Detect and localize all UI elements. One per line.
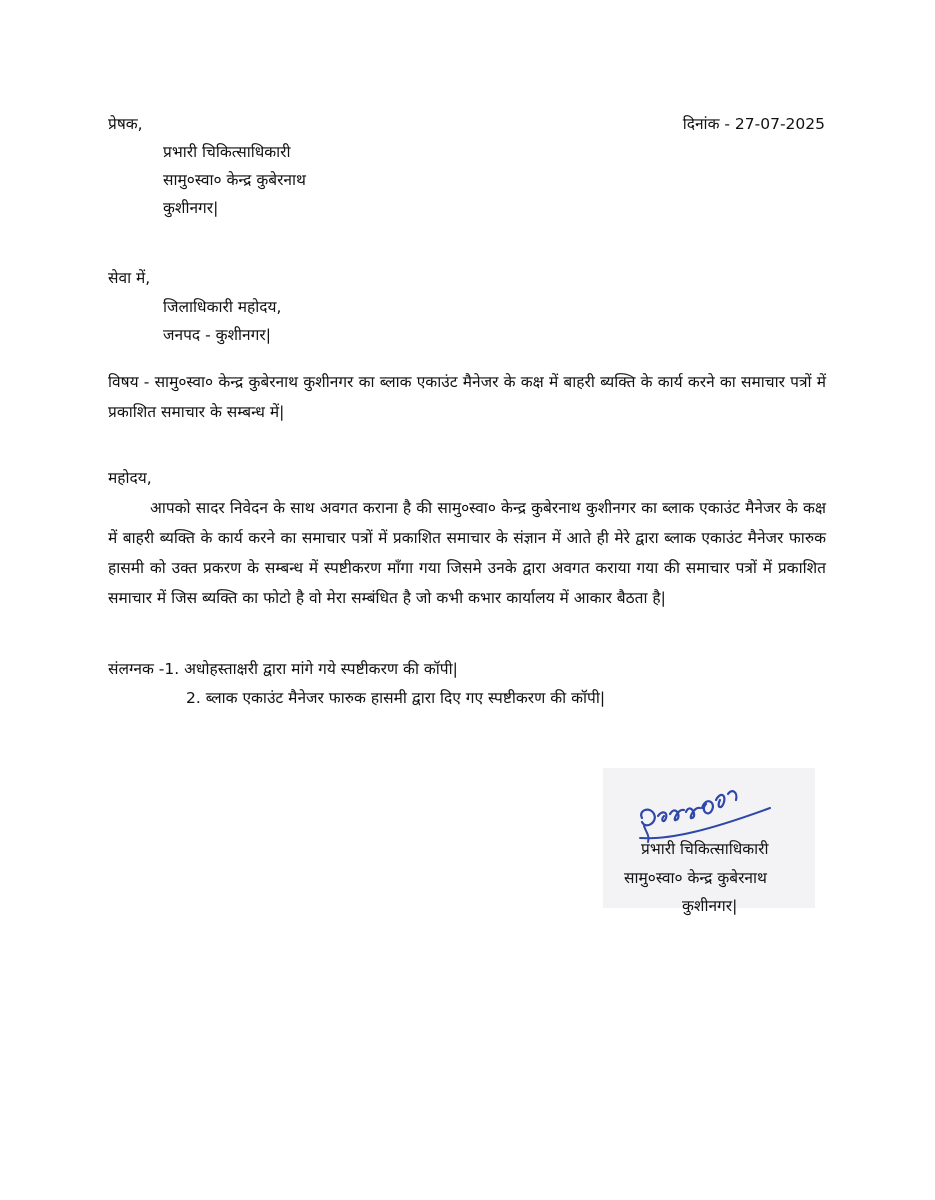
signatory-designation: प्रभारी चिकित्साधिकारी — [641, 840, 769, 858]
sender-designation: प्रभारी चिकित्साधिकारी — [163, 143, 291, 161]
letter-date: दिनांक - 27-07-2025 — [682, 115, 825, 133]
sender-label: प्रेषक, — [108, 115, 143, 133]
sender-district: कुशीनगर| — [163, 199, 219, 217]
recipient-designation: जिलाधिकारी महोदय, — [163, 298, 282, 316]
body-paragraph: आपको सादर निवेदन के साथ अवगत कराना है की सामु०स्वा० केन्द्र कुबेरनाथ कुशीनगर का ब्लाक एकाउंट मैनेजर के कक्ष में बाहरी ब्यक्ति के कार्य करने का समाचार पत्रों में प्रकाशित समाचार के संज्ञान में आते ही मेरे द्वारा ब्लाक एकाउंट मैनेजर फारुक हासमी को उक्त प्रकरण के सम्बन्ध में स्पष्टीकरण माँगा गया जिसमे उनके द्वारा अवगत कराया गया की समाचार पत्रों में प्रकाशित समाचार में जिस ब्यक्ति का फोटो है वो मेरा सम्बंधित है जो कभी कभार कार्यालय में आकार बैठता है| — [108, 499, 826, 607]
signatory-district: कुशीनगर| — [682, 897, 738, 915]
letter-subject: विषय - सामु०स्वा० केन्द्र कुबेरनाथ कुशीनगर का ब्लाक एकाउंट मैनेजर के कक्ष में बाहरी ब्यक्ति के कार्य करने का समाचार पत्रों में प्रकाशित समाचार के सम्बन्ध में| — [108, 373, 826, 421]
signatory-office: सामु०स्वा० केन्द्र कुबेरनाथ — [624, 869, 767, 887]
recipient-district: जनपद - कुशीनगर| — [163, 326, 271, 344]
enclosure-item-2: 2. ब्लाक एकाउंट मैनेजर फारुक हासमी द्वारा दिए गए स्पष्टीकरण की कॉपी| — [186, 689, 606, 707]
recipient-label: सेवा में, — [108, 269, 151, 287]
salutation: महोदय, — [108, 469, 152, 487]
enclosure-item-1: संलग्नक -1. अधोहस्ताक्षरी द्वारा मांगे गये स्पष्टीकरण की कॉपी| — [108, 660, 458, 678]
sender-office: सामु०स्वा० केन्द्र कुबेरनाथ — [163, 171, 306, 189]
